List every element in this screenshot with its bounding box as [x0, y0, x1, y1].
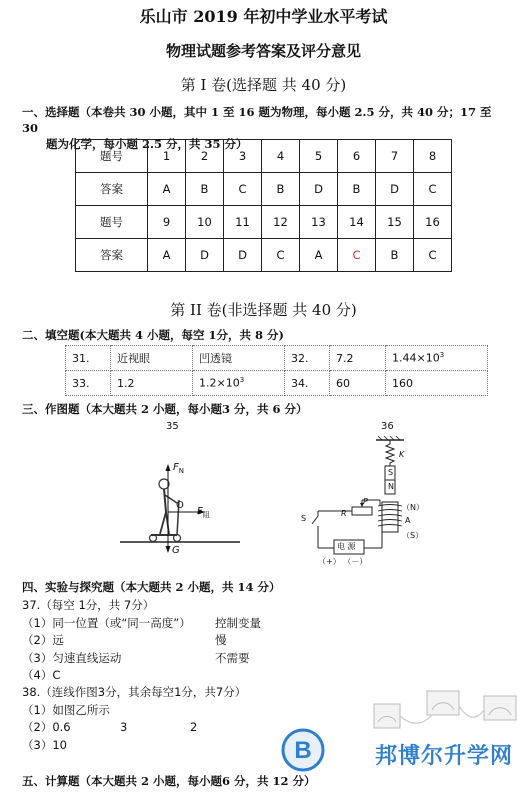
mc-cell: 12	[262, 206, 300, 239]
mc-row-header: 题号	[76, 206, 148, 239]
mc-cell: C	[262, 239, 300, 272]
answer-text: 3	[120, 720, 128, 734]
fill-cell-text: 凹透镜	[199, 352, 232, 365]
mc-cell: 1	[148, 140, 186, 173]
mc-row	[76, 239, 452, 272]
fill-row	[66, 346, 488, 371]
volume-1-heading: 第 I 卷(选择题 共 40 分)	[180, 76, 347, 94]
spring	[386, 440, 394, 466]
fill-cell	[193, 371, 285, 396]
svg-text:B: B	[294, 737, 312, 764]
mc-row-header: 答案	[76, 239, 148, 272]
answer-text: （2）0.6	[22, 720, 71, 734]
question-38-header: 38.（连线作图3分，其余每空1分，共7分）	[22, 685, 247, 699]
mc-cell: 14	[338, 206, 376, 239]
mc-cell: 10	[186, 206, 224, 239]
label-switch-s: S	[301, 514, 307, 523]
label-slider-p: P	[363, 497, 368, 506]
figure-35-scooter-diagram	[115, 440, 255, 560]
fill-cell-text: 33.	[72, 376, 90, 390]
fill-cell-text: 7.2	[336, 351, 354, 365]
mc-cell: 8	[414, 140, 452, 173]
document-subtitle: 物理试题参考答案及评分意见	[165, 42, 361, 60]
figure-35-number: 35	[166, 421, 179, 432]
label-normal-force: $F_N$	[173, 462, 185, 475]
fill-cell	[285, 346, 330, 371]
section-4-heading: 四、实验与探究题（本大题共 2 小题，共 14 分）	[22, 580, 281, 594]
mc-cell: 15	[376, 206, 414, 239]
answer-line	[22, 667, 502, 685]
circuit-meter-figure	[372, 686, 522, 746]
figure-36-circuit-diagram	[300, 436, 440, 560]
answer-text: 2	[190, 720, 198, 734]
label-resistor-r: R	[341, 509, 347, 518]
mc-cell: 3	[224, 140, 262, 173]
answer-text: （1）同一位置（或“同一高度”）	[22, 615, 191, 630]
fill-cell-text: 32.	[291, 351, 309, 365]
fill-cell-text: 160	[392, 376, 413, 390]
label-gravity: G	[172, 545, 180, 556]
section-1-line-1: 一、选择题（本卷共 30 小题，其中 1 至 16 题为物理，每小题 2.5 分，共 40 分；17 至 30	[22, 105, 492, 135]
document-title: 乐山市 2019 年初中学业水平考试	[139, 7, 388, 26]
exponent: 3	[439, 351, 445, 360]
label-magnet-n: N	[388, 482, 394, 491]
watermark-text: 邦博尔升学网	[374, 744, 513, 769]
question-37-answers	[22, 597, 502, 685]
mc-cell: 9	[148, 206, 186, 239]
mc-cell: 6	[338, 140, 376, 173]
label-coil-a: A	[405, 516, 411, 525]
mc-cell: 5	[300, 140, 338, 173]
normal-force-arrowhead	[166, 464, 171, 471]
fill-blank-answer-table	[65, 345, 488, 396]
gravity-arrowhead	[166, 546, 171, 553]
mc-cell: D	[224, 239, 262, 272]
mc-cell: C	[338, 239, 376, 272]
switch-blade	[312, 516, 318, 524]
label-polarity: （+） （－）	[318, 557, 368, 566]
answer-text: （1）如图乙所示	[22, 702, 110, 717]
section-5-heading: 五、计算题（本大题共 2 小题，每小题6 分，共 12 分）	[22, 774, 316, 788]
mc-cell: A	[148, 173, 186, 206]
fill-cell	[330, 346, 386, 371]
mc-cell: 2	[186, 140, 224, 173]
fill-cell	[386, 346, 488, 371]
fill-cell-text: 1.2×10	[199, 376, 240, 390]
fill-cell-text: 1.2	[117, 376, 135, 390]
label-power: 电 源	[337, 542, 356, 551]
answer-line	[22, 650, 502, 668]
fill-cell	[66, 346, 111, 371]
exponent: 3	[239, 376, 245, 385]
question-37-header: 37.（每空 1分，共 7分）	[22, 598, 155, 612]
mc-cell: 11	[224, 206, 262, 239]
fill-cell	[330, 371, 386, 396]
label-friction-force: $F_阻$	[197, 506, 210, 519]
mc-cell: C	[414, 239, 452, 272]
mc-cell: D	[376, 173, 414, 206]
label-point-o: O	[176, 500, 184, 511]
mc-row	[76, 206, 452, 239]
multiple-choice-answer-table	[75, 139, 452, 272]
section-3-heading: 三、作图题（本大题共 2 小题，每小题3 分，共 6 分）	[22, 402, 308, 416]
mc-cell: D	[300, 173, 338, 206]
mc-row	[76, 140, 452, 173]
mc-row-header: 题号	[76, 140, 148, 173]
watermark-logo-icon	[281, 728, 325, 772]
mc-cell: 4	[262, 140, 300, 173]
fill-cell	[193, 346, 285, 371]
mc-cell: B	[338, 173, 376, 206]
rheostat	[352, 507, 372, 515]
mc-cell: A	[148, 239, 186, 272]
fill-cell-text: 60	[336, 376, 350, 390]
mc-cell: D	[186, 239, 224, 272]
section-1-line-2: 题为化学，每小题 2.5 分，共 35 分）	[46, 137, 248, 151]
fill-cell-text: 近视眼	[117, 352, 150, 365]
answer-text: （3）匀速直线运动	[22, 650, 122, 665]
fill-cell	[111, 346, 193, 371]
answer-text: （3）10	[22, 737, 67, 752]
mc-cell: 13	[300, 206, 338, 239]
answer-line	[22, 632, 502, 650]
mc-cell: B	[186, 173, 224, 206]
fill-cell	[285, 371, 330, 396]
answer-text: 慢	[215, 633, 227, 647]
label-spring: K	[399, 450, 405, 459]
rider-leg-back	[160, 512, 166, 534]
mc-cell: C	[414, 173, 452, 206]
fill-row	[66, 371, 488, 396]
mc-cell: 7	[376, 140, 414, 173]
answer-line	[22, 615, 502, 633]
rider-body	[164, 489, 166, 512]
fill-cell	[111, 371, 193, 396]
fill-cell-text: 31.	[72, 351, 90, 365]
mc-cell: 16	[414, 206, 452, 239]
fill-cell	[386, 371, 488, 396]
answer-text: 不需要	[215, 650, 250, 665]
mc-cell: B	[376, 239, 414, 272]
mc-row	[76, 173, 452, 206]
answer-text: （4）C	[22, 668, 61, 682]
fill-cell-text: 1.44×10	[392, 351, 440, 365]
answer-text: 控制变量	[215, 615, 261, 630]
answer-text: （2）远	[22, 633, 64, 647]
figure-36-number: 36	[381, 421, 394, 432]
mc-row-header: 答案	[76, 173, 148, 206]
fill-cell	[66, 371, 111, 396]
label-pole-s: （S）	[402, 531, 424, 540]
fill-cell-text: 34.	[291, 376, 309, 390]
mc-cell: B	[262, 173, 300, 206]
section-2-heading: 二、填空题(本大题共 4 小题，每空 1分，共 8 分)	[22, 328, 284, 342]
mc-cell: C	[224, 173, 262, 206]
mc-cell: A	[300, 239, 338, 272]
label-pole-n: （N）	[402, 503, 424, 512]
label-magnet-s: S	[388, 468, 394, 477]
volume-2-heading: 第 II 卷(非选择题 共 40 分)	[170, 301, 357, 319]
electromagnet-core	[382, 502, 398, 532]
